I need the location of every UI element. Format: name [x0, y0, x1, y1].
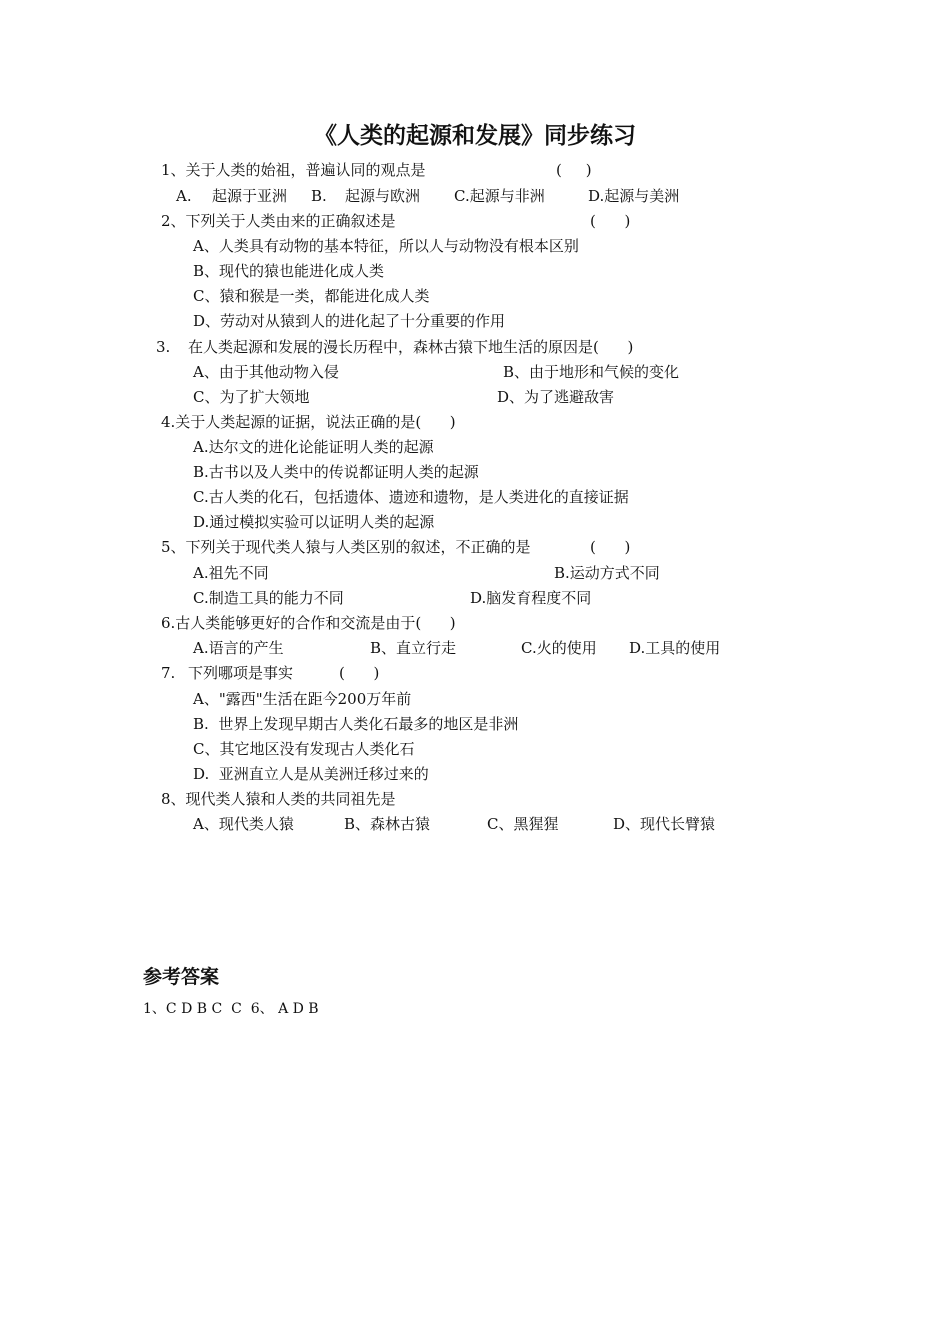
question-1-bracket: ( ) — [556, 161, 592, 179]
question-2-option-d: D、劳动对从猿到人的进化起了十分重要的作用 — [193, 312, 506, 330]
question-2-option-b: B、现代的猿也能进化成人类 — [193, 262, 385, 280]
question-7-option-a: A、"露西"生活在距今200万年前 — [193, 690, 412, 708]
question-3-option-c: C、为了扩大领地 — [193, 388, 310, 406]
question-8-option-b: B、森林古猿 — [344, 815, 431, 833]
question-6-stem: 6.古人类能够更好的合作和交流是由于( ) — [161, 614, 456, 632]
question-1-option-b-letter: B. — [311, 187, 327, 205]
question-4-option-a: A.达尔文的进化论能证明人类的起源 — [193, 438, 434, 456]
question-6-option-c: C.火的使用 — [521, 639, 597, 657]
question-8-option-c: C、黑猩猩 — [487, 815, 559, 833]
answer-heading: 参考答案 — [143, 966, 220, 988]
question-2-option-c: C、猿和猴是一类，都能进化成人类 — [193, 287, 430, 305]
question-7-option-d: D. 亚洲直立人是从美洲迁移过来的 — [193, 765, 429, 783]
answer-text: 1、C D B C C 6、 A D B — [143, 1001, 319, 1017]
question-1-option-d: D.起源与美洲 — [588, 187, 680, 205]
question-8-option-d: D、现代长臂猿 — [613, 815, 716, 833]
question-7-bracket: ( ) — [339, 664, 380, 682]
question-5-bracket: ( ) — [590, 538, 631, 556]
question-8-stem: 8、现代类人猿和人类的共同祖先是 — [161, 790, 396, 808]
question-3-stem: 在人类起源和发展的漫长历程中，森林古猿下地生活的原因是( ) — [188, 338, 634, 356]
question-7-stem: 下列哪项是事实 — [188, 664, 294, 682]
question-5-option-c: C.制造工具的能力不同 — [193, 589, 344, 607]
question-2-option-a: A、人类具有动物的基本特征，所以人与动物没有根本区别 — [193, 237, 579, 255]
question-6-option-b: B、直立行走 — [370, 639, 457, 657]
question-3-option-d: D、为了逃避敌害 — [497, 388, 615, 406]
question-4-option-c: C.古人类的化石，包括遗体、遗迹和遗物，是人类进化的直接证据 — [193, 488, 629, 506]
question-5-stem: 5、下列关于现代类人猿与人类区别的叙述，不正确的是 — [161, 538, 531, 556]
question-8-option-a: A、现代类人猿 — [193, 815, 294, 833]
question-1-stem: 1、关于人类的始祖，普遍认同的观点是 — [161, 161, 426, 179]
question-4-option-b: B.古书以及人类中的传说都证明人类的起源 — [193, 463, 479, 481]
question-3-number: 3. — [156, 338, 171, 356]
question-6-option-d: D.工具的使用 — [629, 639, 721, 657]
question-1-option-c: C.起源与非洲 — [454, 187, 545, 205]
question-4-stem: 4.关于人类起源的证据，说法正确的是( ) — [161, 413, 456, 431]
question-4-option-d: D.通过模拟实验可以证明人类的起源 — [193, 513, 435, 531]
question-7-number: 7. — [161, 664, 176, 682]
question-1-option-a-letter: A. — [176, 187, 192, 205]
question-2-bracket: ( ) — [590, 212, 631, 230]
question-5-option-b: B.运动方式不同 — [554, 564, 660, 582]
question-7-option-c: C、其它地区没有发现古人类化石 — [193, 740, 415, 758]
question-2-stem: 2、下列关于人类由来的正确叙述是 — [161, 212, 396, 230]
question-1-option-b: 起源与欧洲 — [345, 187, 421, 205]
question-3-option-a: A、由于其他动物入侵 — [193, 363, 339, 381]
question-1-option-a: 起源于亚洲 — [212, 187, 288, 205]
question-7-option-b: B. 世界上发现早期古人类化石最多的地区是非洲 — [193, 715, 519, 733]
question-3-option-b: B、由于地形和气候的变化 — [503, 363, 680, 381]
question-5-option-a: A.祖先不同 — [193, 564, 269, 582]
question-6-option-a: A.语言的产生 — [193, 639, 284, 657]
page-title: 《人类的起源和发展》同步练习 — [314, 123, 636, 149]
question-5-option-d: D.脑发育程度不同 — [470, 589, 592, 607]
